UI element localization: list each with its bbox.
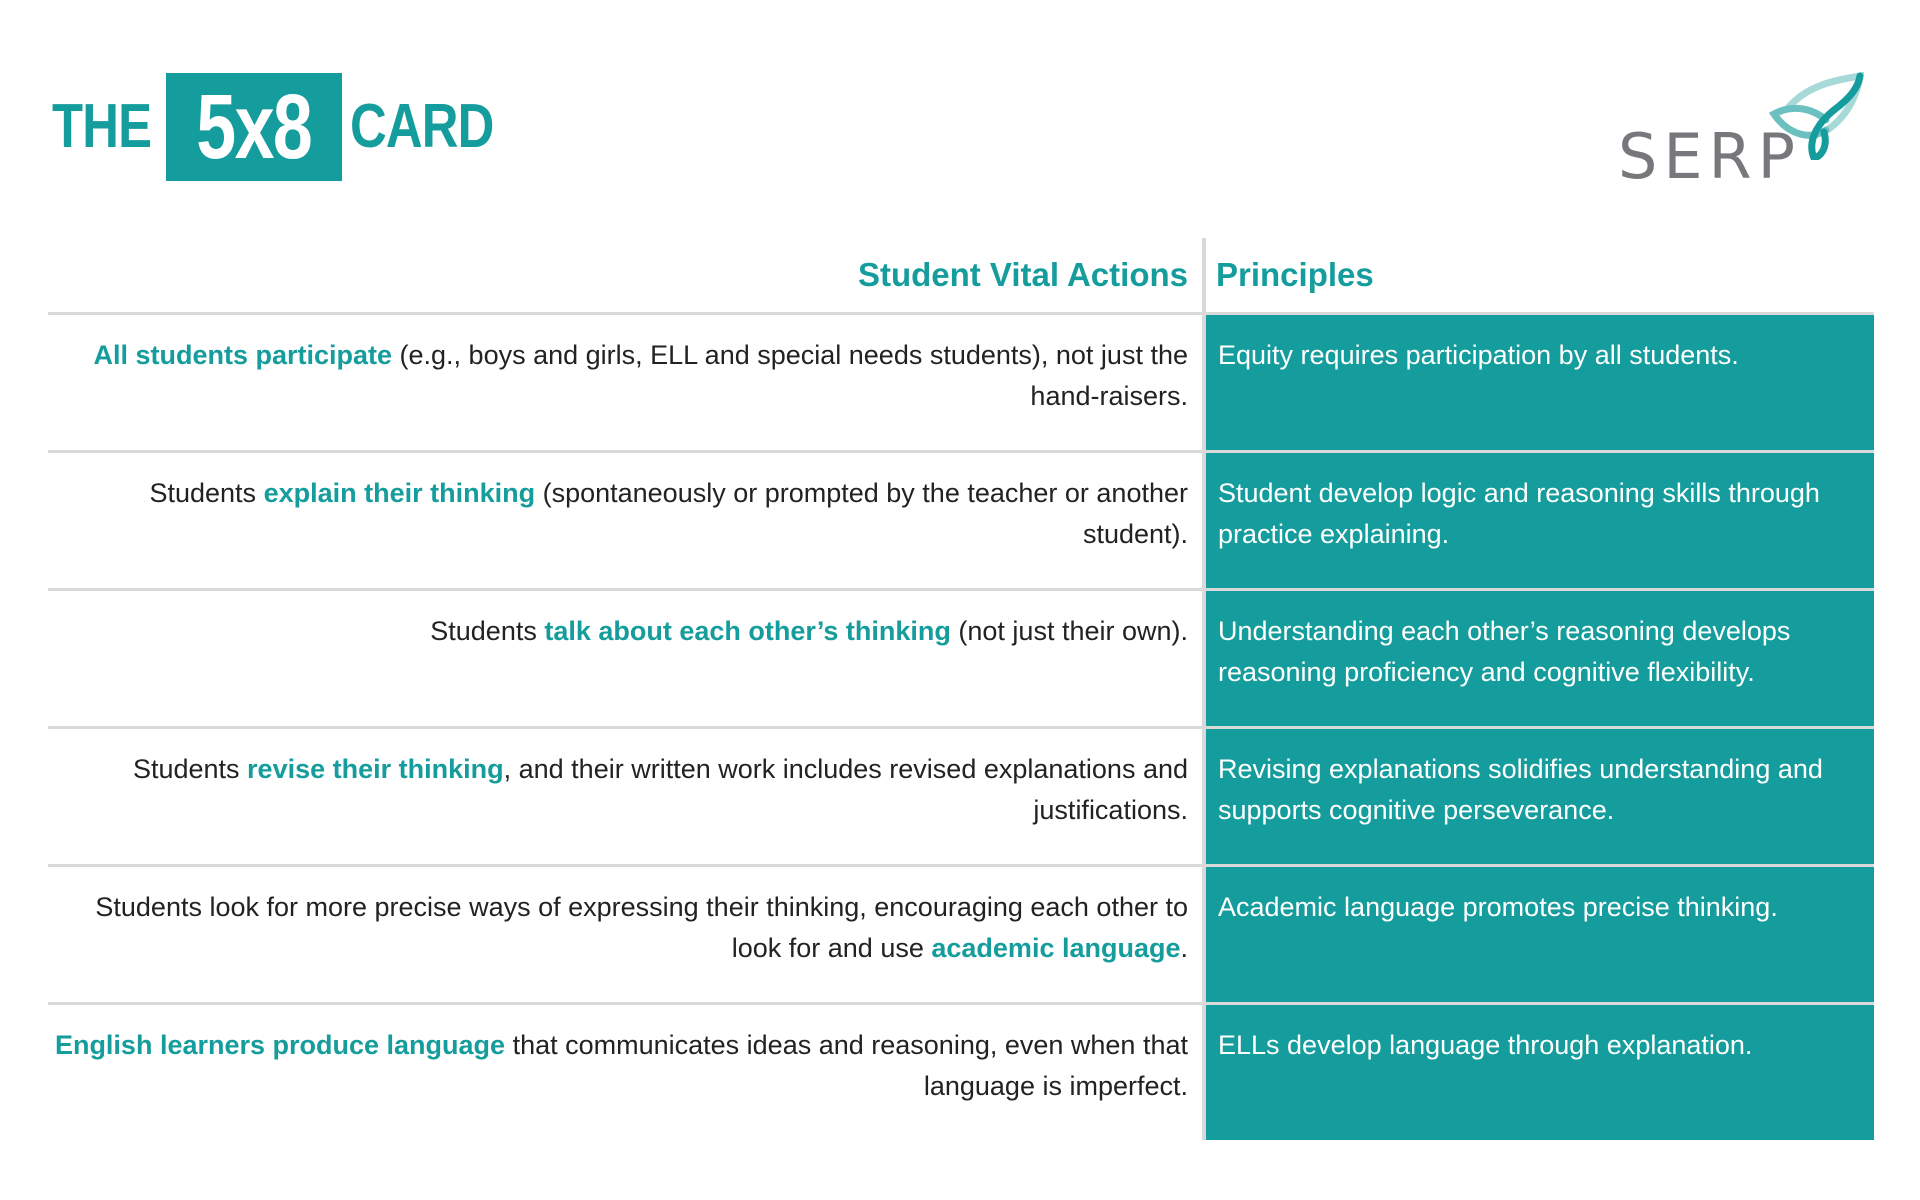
header-cell-principles [1206,238,1874,312]
principle-cell [1206,315,1874,450]
brand-the: THE [52,92,152,161]
action-cell [48,867,1202,1002]
page-header [0,0,1920,200]
principle-cell [1206,591,1874,726]
action-text: (spontaneously or prompted by the teacher or another student). [535,478,1188,549]
principle-text: Academic language promotes precise thinking. [1218,892,1778,922]
header-cell-actions [48,238,1202,312]
principle-cell [1206,1005,1874,1140]
table-header [48,238,1874,312]
principle-cell [1206,453,1874,588]
action-text: Students [149,478,264,508]
table-row [48,315,1874,453]
action-text: (e.g., boys and girls, ELL and special needs students), not just the hand-raisers. [392,340,1188,411]
action-highlight: All students participate [93,340,393,370]
principle-text: Equity requires participation by all students. [1218,340,1739,370]
logo-text: SERP [1618,120,1801,193]
table-row [48,867,1874,1005]
principle-text: Revising explanations solidifies understanding and supports cognitive perseverance. [1218,754,1823,825]
table-row [48,591,1874,729]
action-text: , and their written work includes revised explanations and justifications. [503,754,1188,825]
action-text: that communicates ideas and reasoning, even when that language is imperfect. [505,1030,1188,1101]
action-cell [48,453,1202,588]
principle-text: ELLs develop language through explanation. [1218,1030,1753,1060]
action-text: Students look for more precise ways of expressing their thinking, encouraging each other to look for and use [95,892,1188,963]
action-highlight: explain their thinking [263,478,536,508]
action-highlight: English learners produce language [54,1030,506,1060]
column-title-actions: Student Vital Actions [857,256,1188,293]
action-cell [48,1005,1202,1140]
action-highlight: academic language [931,933,1181,963]
brand-card: CARD [350,92,494,161]
action-text: . [1180,933,1188,963]
brand-box [166,73,342,181]
principle-text: Student develop logic and reasoning skills through practice explaining. [1218,478,1820,549]
table-row [48,729,1874,867]
brand-title [52,72,494,182]
action-cell [48,315,1202,450]
action-cell [48,729,1202,864]
column-title-principles: Principles [1216,256,1374,293]
serp-logo [1618,70,1868,193]
action-highlight: revise their thinking [247,754,504,784]
brand-box-text: 5x8 [196,75,312,178]
action-cell [48,591,1202,726]
vital-actions-table [48,238,1874,1140]
table-row [48,1005,1874,1140]
action-text: Students [430,616,545,646]
action-text: Students [132,754,248,784]
principle-cell [1206,729,1874,864]
principle-cell [1206,867,1874,1002]
table-row [48,453,1874,591]
action-text: (not just their own). [950,616,1188,646]
principle-text: Understanding each other’s reasoning develops reasoning proficiency and cognitive flexibility. [1218,616,1791,687]
action-highlight: talk about each other’s thinking [544,616,951,646]
serp-knot-icon [1768,70,1868,160]
